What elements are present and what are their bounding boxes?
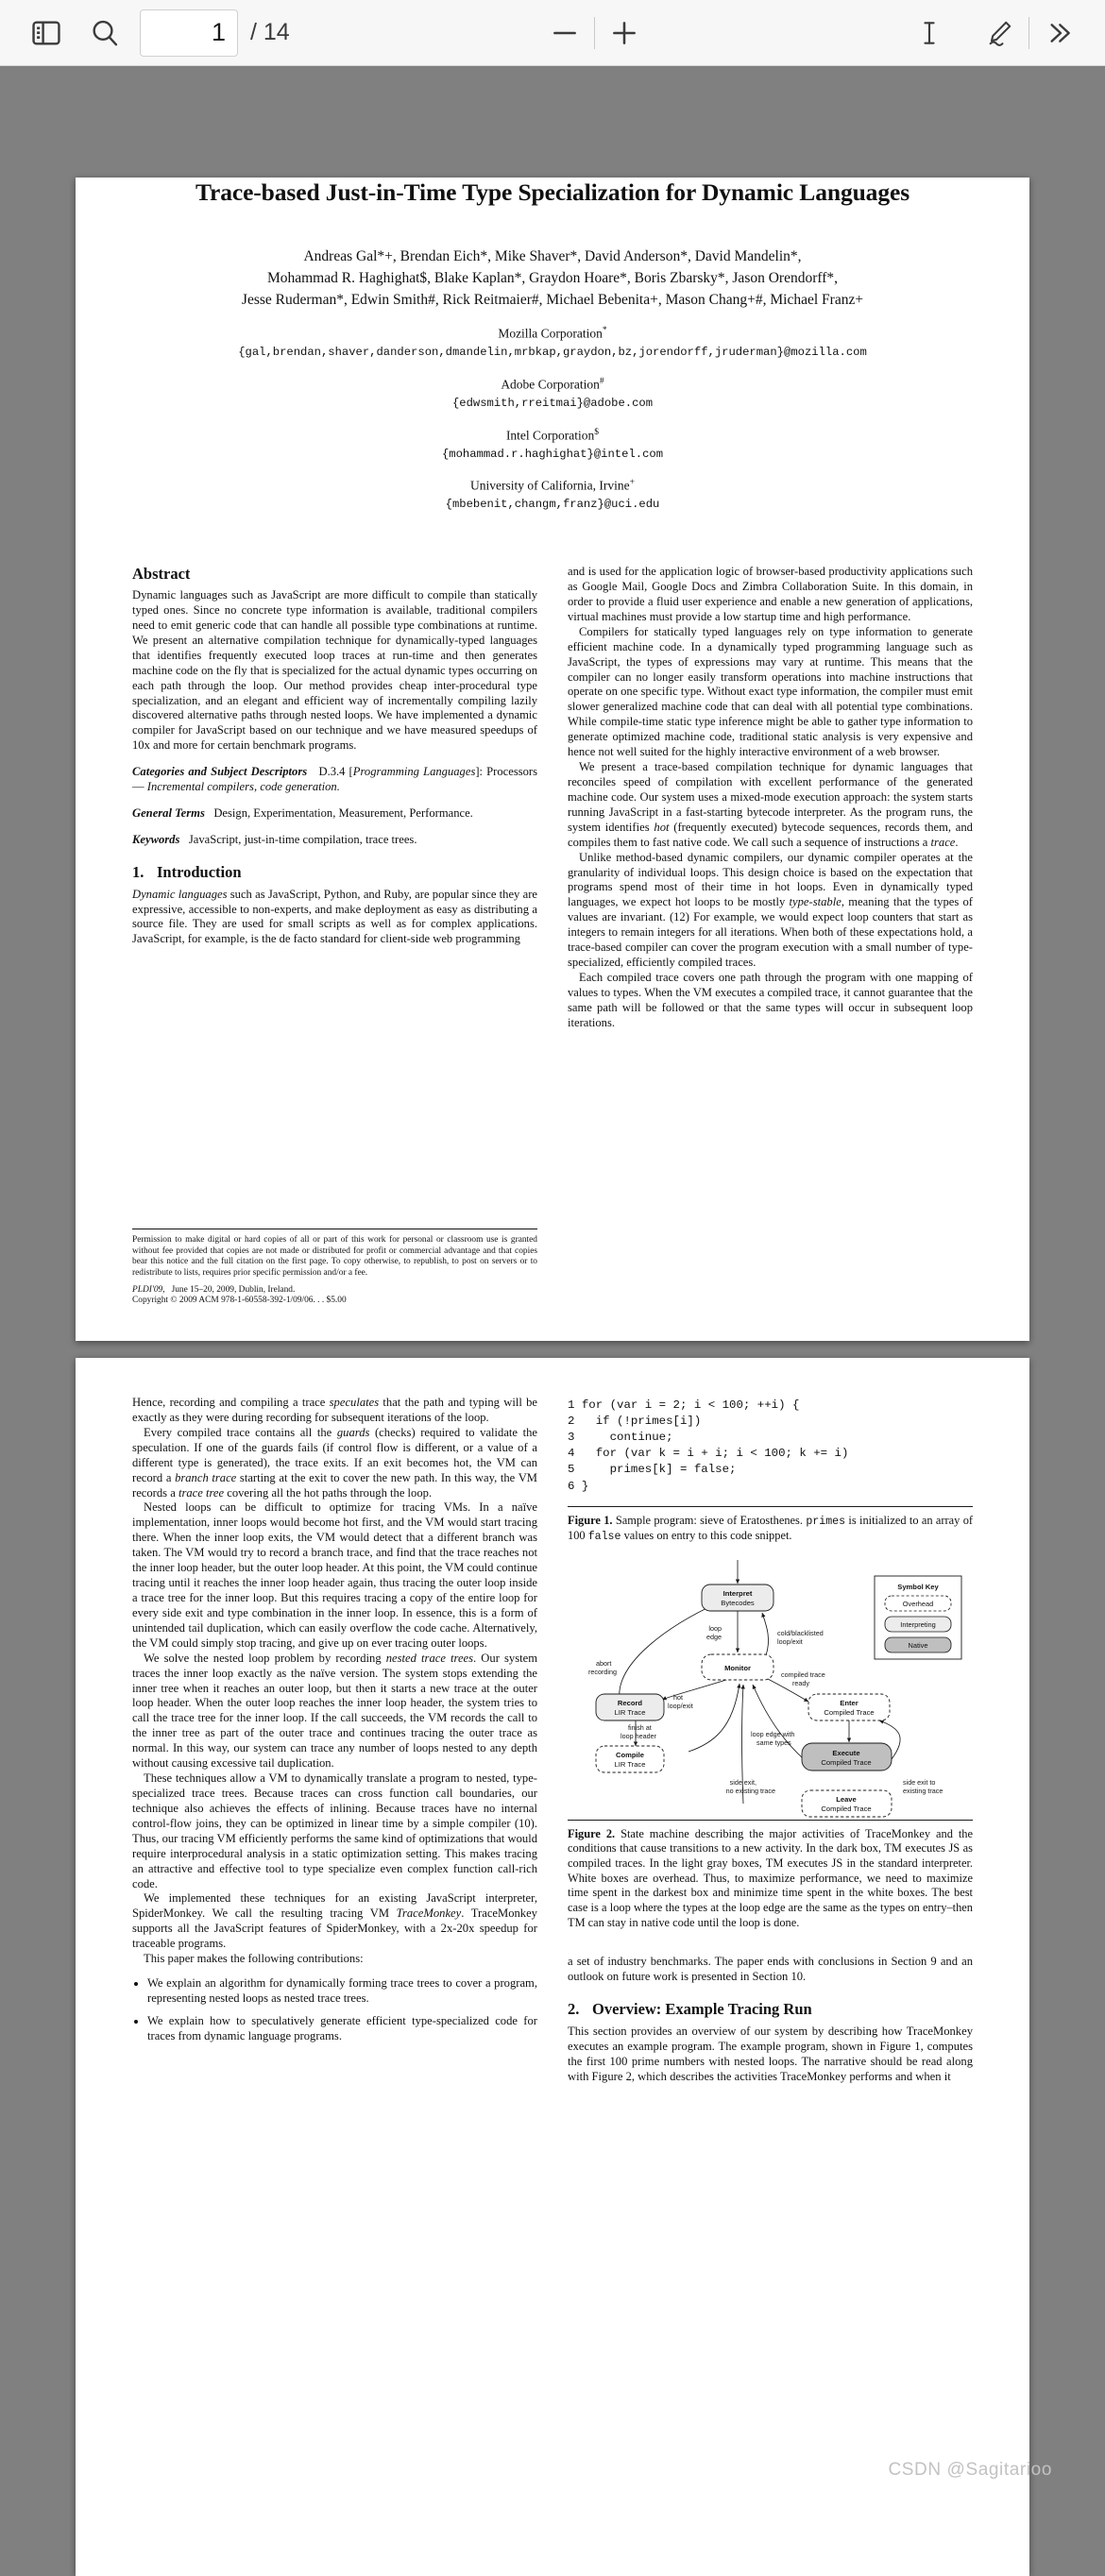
svg-text:cold/blacklisted: cold/blacklisted xyxy=(777,1628,824,1637)
svg-text:Overhead: Overhead xyxy=(902,1599,934,1608)
svg-text:Native: Native xyxy=(908,1640,928,1650)
page-count-label: / 14 xyxy=(250,19,290,45)
intro-right-p2: Compilers for statically typed languages rely on type information to generate efficient machine code. In a dynamically typed programming language such as JavaScript, the types of expressions may vary at runtime. This means that the compiler can no longer easily transform operations into machine instructions that operate on one specific type. Without exact type information, the compiler must emit slower generalized machine code that can deal with all potential type combinations. While compile-time static type inference might be able to gather type information to generate optimized machine code, traditional static analysis is very expensive and hence not well suited for the highly interactive environment of a web browser. xyxy=(568,624,973,759)
svg-text:Leave: Leave xyxy=(836,1794,857,1804)
svg-text:Monitor: Monitor xyxy=(724,1663,751,1672)
plus-icon xyxy=(608,17,640,49)
list-item: • We explain how to speculatively generate efficient type-specialized code for traces from dynamic language programs. xyxy=(147,2014,537,2044)
affiliation-name: Adobe Corporation# xyxy=(501,377,604,392)
more-tools-button[interactable] xyxy=(1029,4,1088,62)
figure2-node-monitor xyxy=(702,1654,774,1680)
svg-text:finish at: finish at xyxy=(628,1722,652,1732)
p2-right-tail: a set of industry benchmarks. The paper ends with conclusions in Section 9 and an outlook on future work is presented in Section 10. xyxy=(568,1955,973,1984)
section2-heading: 2. Overview: Example Tracing Run xyxy=(568,2000,812,2019)
svg-text:side exit to: side exit to xyxy=(903,1777,936,1787)
figure2-node-enter xyxy=(808,1694,890,1720)
affiliation-intel xyxy=(132,426,973,464)
introduction-paragraph: Dynamic languages such as JavaScript, Python, and Ruby, are popular since they are expressive, accessible to non-experts, and make deployment as easy as distributing a source file. They are used for small scripts as well as for complex applications. JavaScript, for example, is the de facto standard for client-side web programming xyxy=(132,887,537,946)
introduction-heading: 1. Introduction xyxy=(132,862,242,881)
figure2-node-leave xyxy=(802,1790,892,1817)
page2-left-column xyxy=(132,1396,537,2085)
intro-right-p3: We present a trace-based compilation technique for dynamic languages that reconciles speed of compilation with excellent performance of the generated machine code. Our system uses a mixed-mode execution approach: the system starts running JavaScript in a fast-starting bytecode interpreter. As the program runs, the system identifies hot (frequently executed) bytecode sequences, records them, and compiles them to fast native code. We call such a sequence of instructions a trace. xyxy=(568,760,973,849)
pencil-icon xyxy=(984,18,1014,48)
text-select-tool-button[interactable] xyxy=(900,4,959,62)
general-terms-label: General Terms xyxy=(132,805,205,820)
zoom-out-button[interactable] xyxy=(536,4,594,62)
svg-text:compiled trace: compiled trace xyxy=(781,1669,825,1679)
contributions-list xyxy=(132,1976,537,2044)
paper-title: Trace-based Just-in-Time Type Specialization for Dynamic Languages xyxy=(195,178,910,206)
pdf-page-1 xyxy=(76,178,1029,1341)
zoom-in-button[interactable] xyxy=(595,4,654,62)
affiliation-email: {edwsmith,rreitmai}@adobe.com xyxy=(451,396,654,410)
author-line: Jesse Ruderman*, Edwin Smith#, Rick Reitmaier#, Michael Bebenita+, Mason Chang+#, Michael Franz+ xyxy=(241,291,864,308)
svg-text:Compiled Trace: Compiled Trace xyxy=(821,1757,872,1767)
pdf-toolbar xyxy=(0,0,1105,66)
figure1-rule xyxy=(568,1506,973,1507)
abstract-heading: Abstract xyxy=(132,565,191,584)
svg-text:Enter: Enter xyxy=(840,1698,858,1707)
keywords-label: Keywords xyxy=(132,832,180,846)
figure2-rule xyxy=(568,1820,973,1821)
svg-text:Interpret: Interpret xyxy=(722,1588,753,1598)
affiliation-email: {mbebenit,changm,franz}@uci.edu xyxy=(445,498,660,512)
list-item: • We explain an algorithm for dynamically forming trace trees to cover a program, representing nested loops as nested trace trees. xyxy=(147,1976,537,2007)
svg-text:Compile: Compile xyxy=(616,1750,644,1759)
categories-label: Categories and Subject Descriptors xyxy=(132,765,308,779)
figure2-node-execute xyxy=(802,1743,892,1771)
svg-text:LIR Trace: LIR Trace xyxy=(614,1707,646,1717)
svg-text:Record: Record xyxy=(617,1698,643,1707)
p2-left-p6: We implemented these techniques for an existing JavaScript interpreter, SpiderMonkey. We call the resulting tracing VM TraceMonkey. TraceMonkey supports all the JavaScript features of SpiderMonkey, with a 2x-20x speedup for traceable programs. xyxy=(132,1891,537,1951)
code-line: 1 for (var i = 2; i < 100; ++i) { xyxy=(568,1398,800,1412)
p2-left-p2: Every compiled trace contains all the guards (checks) required to validate the speculation. If one of the guards fails (if control flow is different, or a value of a different type is generated), the trace exits. If an exit becomes hot, the VM can record a branch trace starting at the exit to cover the new path. In this way, the VM records a trace tree covering all the hot paths through the loop. xyxy=(132,1425,537,1500)
affiliation-email: {gal,brendan,shaver,danderson,dmandelin,mrbkap,graydon,bz,jorendorff,jruderman}@mozilla.com xyxy=(238,346,867,360)
conference-line: PLDI'09, June 15–20, 2009, Dublin, Ireland. xyxy=(132,1284,296,1295)
code-line: 3 continue; xyxy=(568,1431,673,1445)
svg-text:Compiled Trace: Compiled Trace xyxy=(821,1804,872,1813)
pdf-viewer[interactable] xyxy=(0,178,1105,2502)
section2-paragraph: This section provides an overview of our system by describing how TraceMonkey executes an example program. The example program, shown in Figure 1, computes the first 100 prime numbers with nested loops. The narrative should be read along with Figure 2, which describes the activities TraceMonkey performs and when it xyxy=(568,2025,973,2083)
keywords-line: Keywords JavaScript, just-in-time compilation, trace trees. xyxy=(132,832,417,846)
draw-tool-button[interactable] xyxy=(970,4,1028,62)
svg-text:same types: same types xyxy=(756,1737,791,1747)
svg-text:Interpreting: Interpreting xyxy=(900,1619,936,1629)
affiliation-name: Mozilla Corporation* xyxy=(498,326,607,341)
svg-text:loop/exit: loop/exit xyxy=(777,1636,803,1646)
p2-left-p7: This paper makes the following contributions: xyxy=(144,1952,364,1966)
affiliation-mozilla xyxy=(132,324,973,362)
author-line: Andreas Gal*+, Brendan Eich*, Mike Shaver*, David Anderson*, David Mandelin*, xyxy=(303,247,802,264)
svg-text:Symbol Key: Symbol Key xyxy=(897,1582,939,1591)
affiliation-mark: $ xyxy=(594,427,600,437)
p2-left-p1: Hence, recording and compiling a trace speculates that the path and typing will be exactly as they were during recording for subsequent iterations of the loop. xyxy=(132,1396,537,1424)
sidebar-icon xyxy=(30,17,62,49)
page2-columns xyxy=(132,1396,973,2085)
code-line: 6 } xyxy=(568,1479,589,1493)
code-line: 2 if (!primes[i]) xyxy=(568,1415,702,1429)
figure2-node-interpret xyxy=(702,1585,774,1611)
svg-text:side exit,: side exit, xyxy=(729,1777,756,1787)
svg-text:LIR Trace: LIR Trace xyxy=(614,1759,646,1769)
figure2-symbol-key xyxy=(875,1576,961,1659)
figure2-node-compile xyxy=(596,1746,664,1772)
svg-text:loop header: loop header xyxy=(620,1731,656,1740)
text-cursor-icon xyxy=(914,18,944,48)
svg-text:recording: recording xyxy=(588,1667,617,1676)
svg-text:abort: abort xyxy=(596,1658,612,1668)
figure2-caption: Figure 2. State machine describing the major activities of TraceMonkey and the conditions that cause transitions to a new activity. In the dark box, TM executes JS as compiled traces. In the light gray boxes, TM executes JS in the standard interpreter. White boxes are overhead. Thus, to maximize performance, we need to maximize time spent in the darkest box and minimize time spent in the white boxes. The best case is a loop where the types at the loop edge are the same as the types on entry–then TM can stay in native code until the loop is done. xyxy=(568,1826,973,1929)
search-icon xyxy=(89,17,121,49)
svg-text:Compiled Trace: Compiled Trace xyxy=(824,1707,875,1717)
svg-text:loop/exit: loop/exit xyxy=(668,1701,693,1710)
page1-left-column xyxy=(132,565,537,1031)
sidebar-toggle-button[interactable] xyxy=(17,4,76,62)
author-list xyxy=(132,246,973,312)
pdf-page-2 xyxy=(76,1358,1029,2576)
intro-right-p4: Unlike method-based dynamic compilers, our dynamic compiler operates at the granularity of individual loops. This design choice is based on the expectation that programs spend most of their time in hot loops. Even in dynamically typed languages, we expect hot loops to be mostly type-stable, meaning that the types of values are invariant. (12) For example, we would expect loop counters that start as integers to remain integers for all iterations. When both of these expectations hold, a trace-based compiler can cover the program execution with a small number of type-specialized, efficiently compiled traces. xyxy=(568,850,974,970)
intro-right-p1: and is used for the application logic of browser-based productivity applications such as Google Mail, Google Docs and Zimbra Collaboration Suite. In this domain, in order to provide a fluid user experience and enable a new generation of applications, virtual machines must provide a low startup time and high performance. xyxy=(568,565,973,623)
code-line: 5 primes[k] = false; xyxy=(568,1463,737,1477)
p2-left-p4: We solve the nested loop problem by recording nested trace trees. Our system traces the inner loop exactly as the naïve version. The system stops extending the inner tree when it reaches an outer loop, but then it starts a new trace at the outer loop header. When the outer loop reaches the inner loop header, the system tries to call the trace tree for the inner loop. If the call succeeds, the VM records the call to the inner tree as part of the outer trace and continues tracing the outer trace as normal. In this way, our system can trace any number of loops nested to any depth without causing excessive tail duplication. xyxy=(132,1651,537,1771)
svg-text:ready: ready xyxy=(792,1678,809,1687)
affiliation-name: Intel Corporation$ xyxy=(505,427,600,443)
chevron-double-right-icon xyxy=(1044,18,1074,48)
permission-text: Permission to make digital or hard copies of all or part of this work for personal or classroom use is granted without fee provided that copies are not made or distributed for profit or commercial advantage and that copies bear this notice and the full citation on the first page. To copy otherwise, to republish, to post on servers or to redistribute to lists, requires prior specific permission and/or a fee. xyxy=(132,1235,537,1279)
svg-text:loop: loop xyxy=(708,1623,722,1633)
general-terms-line: General Terms Design, Experimentation, Measurement, Performance. xyxy=(132,805,473,820)
categories-line: Categories and Subject Descriptors D.3.4 [Programming Languages]: Processors — Incremental compilers, code generation. xyxy=(132,765,538,794)
page-number-input[interactable] xyxy=(140,9,238,57)
watermark-label: CSDN @Sagitarioo xyxy=(888,2460,1052,2480)
figure1-code-listing xyxy=(568,1398,973,1495)
intro-right-p5: Each compiled trace covers one path through the program with one mapping of values to types. When the VM executes a compiled trace, it cannot guarantee that the same path will be followed or that the same types will occur in subsequent loop iterations. xyxy=(568,970,973,1029)
copyright-line: Copyright © 2009 ACM 978-1-60558-392-1/09/06. . . $5.00 xyxy=(132,1296,347,1306)
minus-icon xyxy=(549,17,581,49)
figure1-caption: Figure 1. Sample program: sieve of Eratosthenes. primes is initialized to an array of 100 false values on entry to this code snippet. xyxy=(568,1513,974,1544)
affiliation-adobe xyxy=(132,375,973,413)
affiliation-uci xyxy=(132,476,973,514)
abstract-text: Dynamic languages such as JavaScript are more difficult to compile than statically typed ones. Since no concrete type information is available, traditional compilers need to emit generic code that can handle all possible type combinations at runtime. We present an alternative compilation technique for dynamically-typed languages that identifies frequently executed loop traces at run-time and then generates machine code on the fly that is specialized for the actual dynamic types occurring on each path through the loop. Our method provides cheap inter-procedural type specialization, and an elegant and efficient way of incrementally compiling lazily discovered alternative paths through nested loops. We have implemented a dynamic compiler for JavaScript based on our technique and we have measured speedups of 10x and more for certain benchmark programs. xyxy=(132,588,537,753)
affiliation-mark: + xyxy=(629,478,636,488)
svg-text:loop edge with: loop edge with xyxy=(751,1729,795,1738)
svg-text:no existing trace: no existing trace xyxy=(725,1786,775,1795)
page1-columns xyxy=(132,565,973,1031)
affiliation-email: {mohammad.r.haghighat}@intel.com xyxy=(441,447,664,461)
affiliation-mark: # xyxy=(599,377,604,387)
author-line: Mohammad R. Haghighat$, Blake Kaplan*, Graydon Hoare*, Boris Zbarsky*, Jason Orendorff*, xyxy=(266,269,839,286)
figure2-diagram xyxy=(568,1558,973,1813)
page1-right-column xyxy=(568,565,973,1031)
affiliation-name: University of California, Irvine+ xyxy=(469,478,636,493)
affiliation-mark: * xyxy=(602,326,607,336)
search-button[interactable] xyxy=(76,4,134,62)
svg-text:Execute: Execute xyxy=(832,1748,860,1757)
copyright-permission-block xyxy=(132,1229,537,1307)
p2-left-p5: These techniques allow a VM to dynamically translate a program to nested, type-specialized trace trees. Because traces can cross function call boundaries, our technique also achieves the effects of inlining. Because traces have no internal control-flow joins, they can be optimized in linear time by a simple compiler (10). Thus, our tracing VM efficiently performs the same kind of optimizations that would require interprocedural analysis in a static optimization setting. This makes tracing an attractive and effective tool to type specialize even complex function call-rich code. xyxy=(132,1771,537,1890)
code-line: 4 for (var k = i + i; i < 100; k += i) xyxy=(568,1447,849,1461)
svg-text:edge: edge xyxy=(706,1632,722,1641)
figure2-node-record xyxy=(596,1694,664,1720)
page2-right-column xyxy=(568,1396,973,2085)
svg-text:hot: hot xyxy=(673,1692,683,1702)
svg-text:Bytecodes: Bytecodes xyxy=(721,1598,755,1607)
svg-text:existing trace: existing trace xyxy=(903,1786,944,1795)
p2-left-p3: Nested loops can be difficult to optimize for tracing VMs. In a naïve implementation, inner loops would become hot first, and the VM would start tracing there. When the inner loop exits, the VM would detect that a different branch was taken. The VM would try to record a branch trace, and find that the trace reaches not the inner loop header, but the outer loop header. At this point, the VM could continue tracing until it reaches the inner loop header again, thus tracing the outer loop inside a trace tree for the inner loop. But this requires tracing a copy of the entire loop for every side exit and type combination in the inner loop. In essence, this is a form of unintended tail duplication, which can easily overflow the code cache. Alternatively, the VM could simply stop tracing, and give up on ever tracing outer loops. xyxy=(132,1500,537,1650)
